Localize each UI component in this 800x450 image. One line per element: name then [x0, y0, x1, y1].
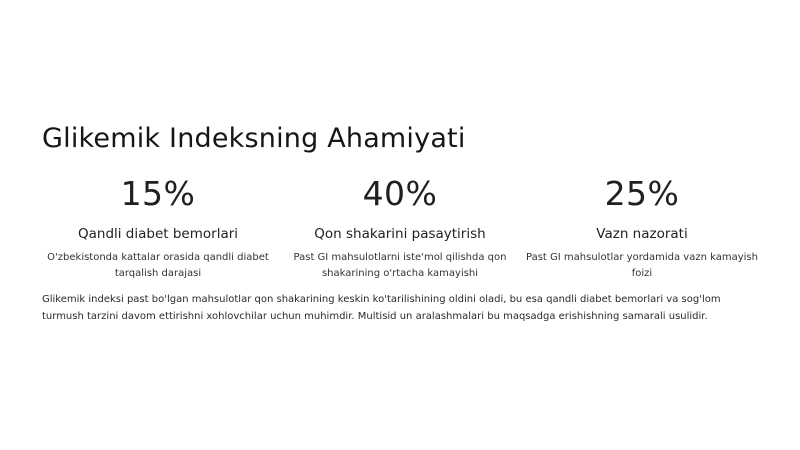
section-paragraph: Glikemik indeksi past bo'lgan mahsulotlar qon shakarining keskin ko'tarilishining oldini oladi, bu esa qandli diabet bemorlari va sog'lom turmush tarzini davom ettirishni xohlovchilar uchun muhimdir. Multisid un aralashmalari bu maqsadga erishishning samarali usulidir. — [42, 294, 721, 322]
stat-description: O'zbekistonda kattalar orasida qandli diabet tarqalish darajasi — [47, 252, 269, 279]
stat-description: Past GI mahsulotlar yordamida vazn kamayish foizi — [526, 252, 758, 279]
gi-importance-section — [42, 118, 758, 335]
stat-value: 40% — [362, 174, 438, 213]
stat-title: Qandli diabet bemorlari — [77, 226, 239, 242]
stat-weight-control — [526, 174, 758, 282]
stat-title: Vazn nazorati — [596, 226, 688, 242]
stat-diabetes-patients — [42, 174, 274, 282]
stats-row — [42, 174, 758, 282]
stat-value: 15% — [120, 174, 196, 213]
stat-title: Qon shakarini pasaytirish — [314, 226, 486, 242]
section-heading: Glikemik Indeksning Ahamiyati — [42, 123, 466, 154]
stat-description: Past GI mahsulotlarni iste'mol qilishda qon shakarining o'rtacha kamayishi — [293, 252, 507, 279]
stat-value: 25% — [604, 174, 680, 213]
stat-blood-sugar-reduction — [284, 174, 516, 282]
